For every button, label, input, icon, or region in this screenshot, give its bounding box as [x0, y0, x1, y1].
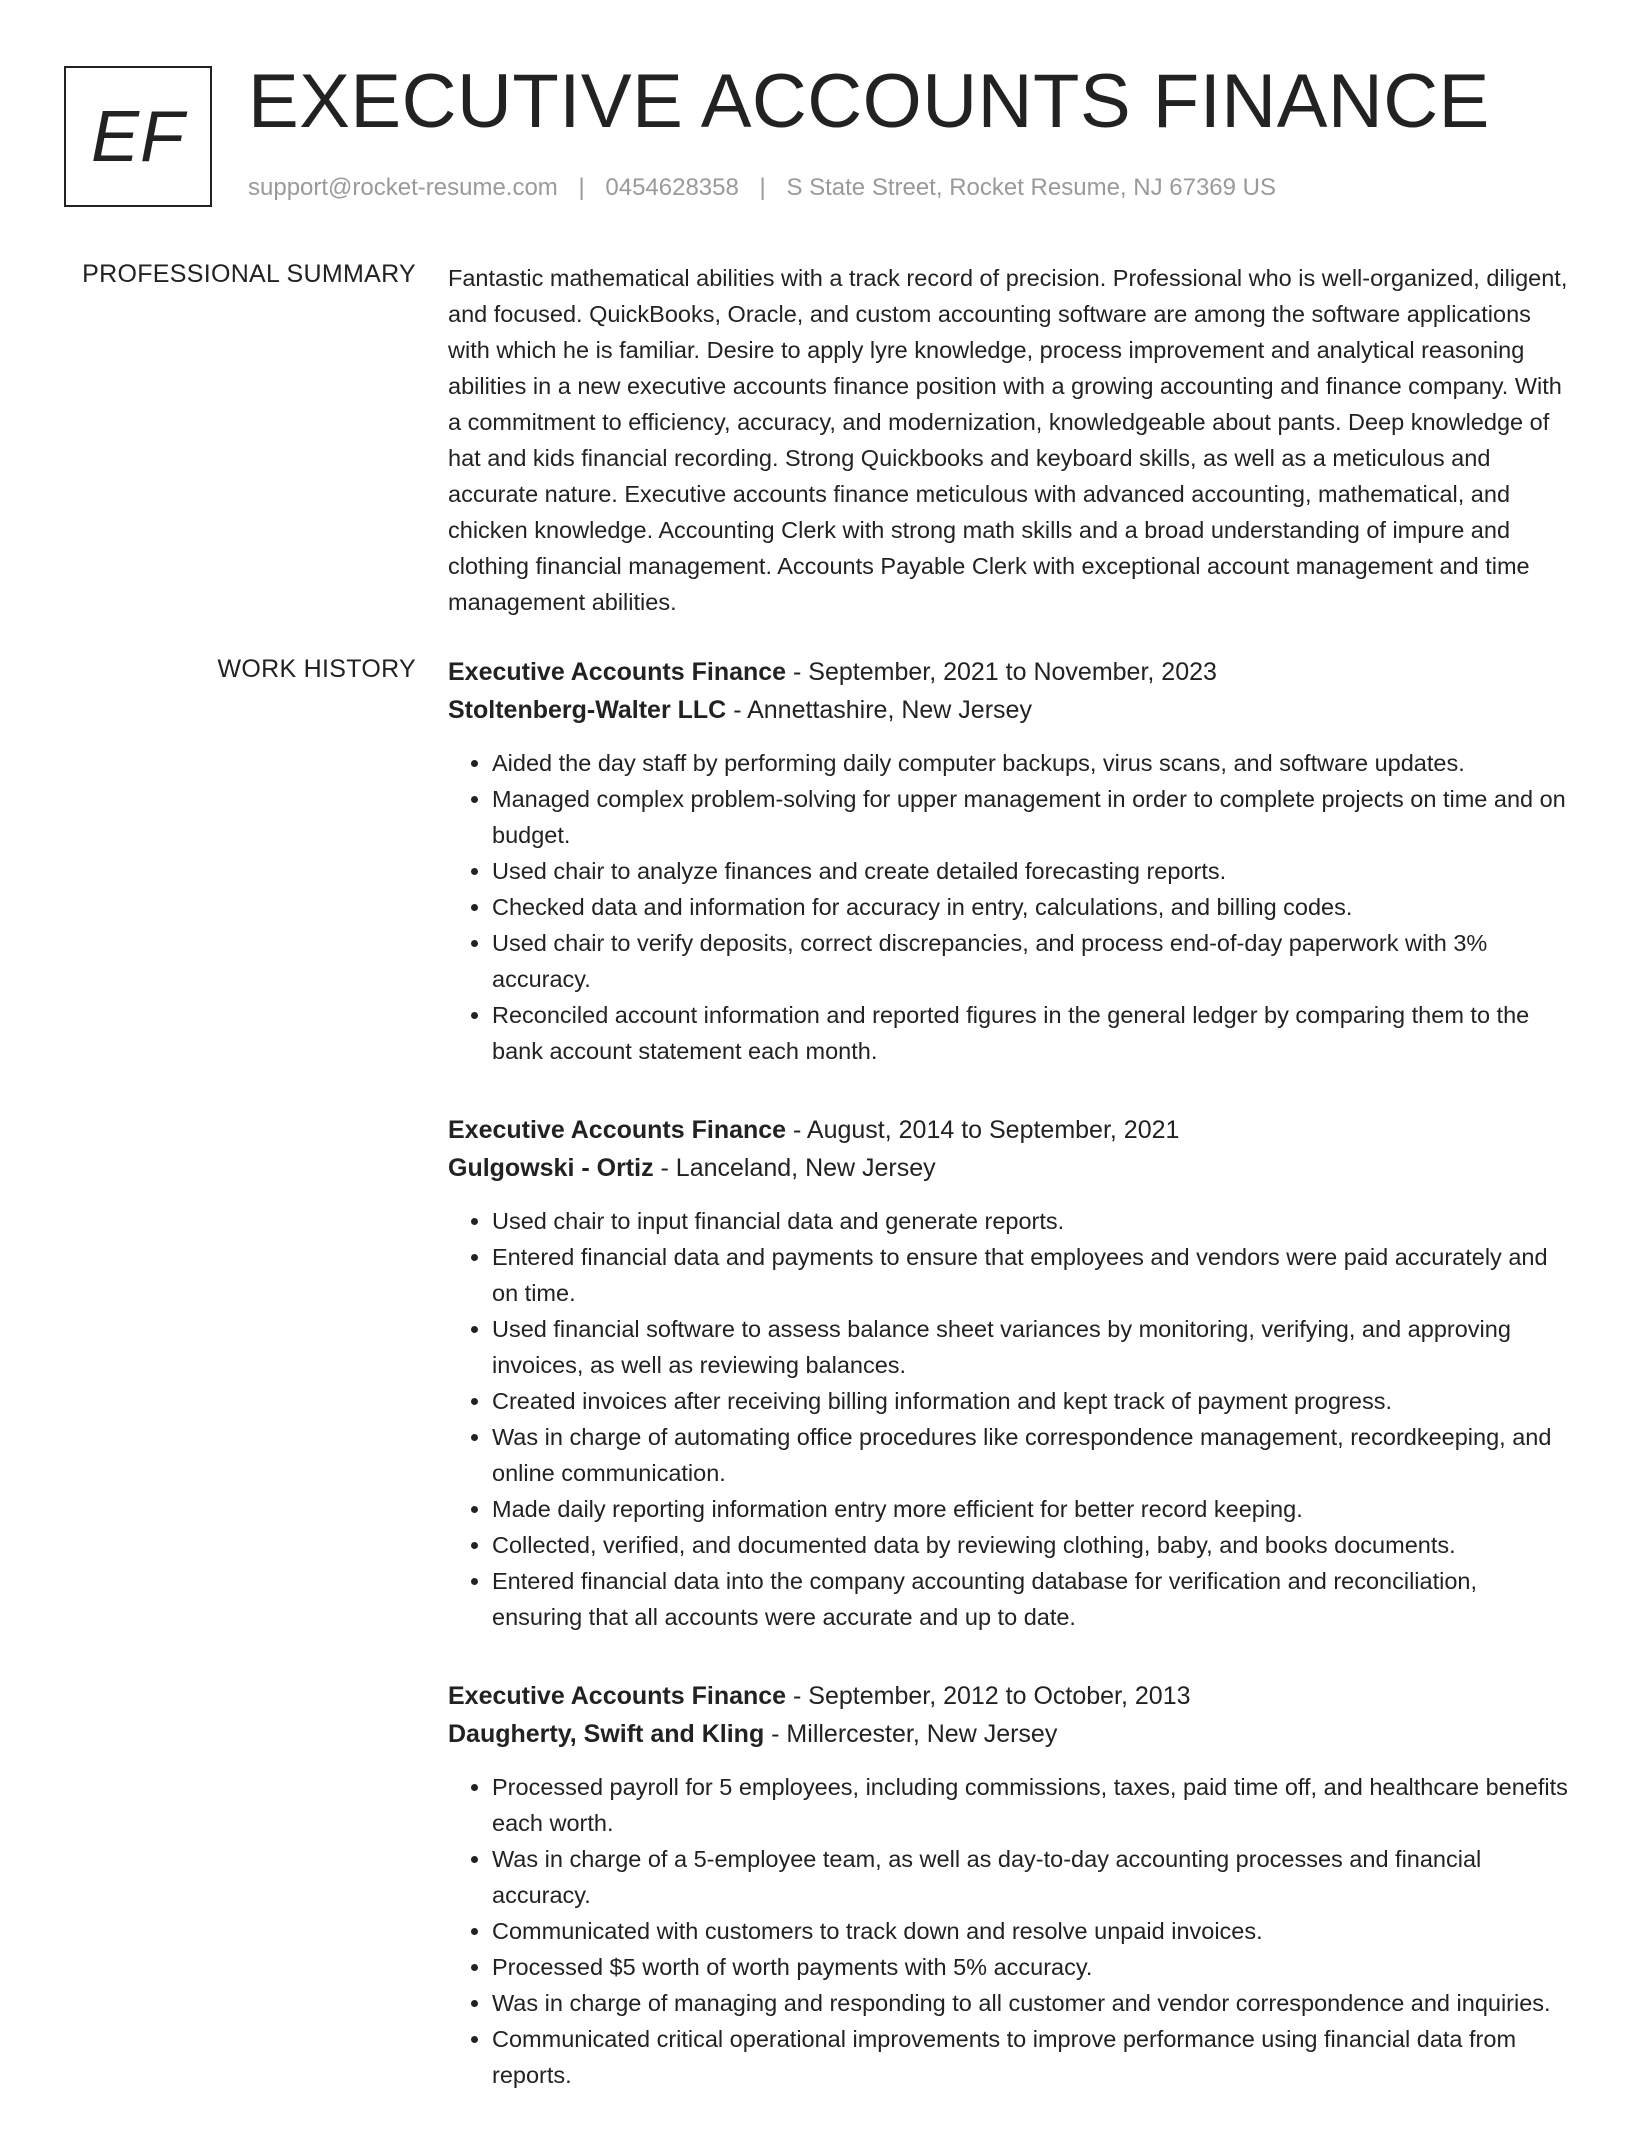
section-heading: PROFESSIONAL SUMMARY [82, 260, 416, 288]
job-bullet: • Was in charge of managing and responding to all customer and vendor correspondence and inquiries. [492, 1985, 1568, 2021]
job-title-line [448, 1111, 1568, 1149]
job-bullet: • Created invoices after receiving billing information and kept track of payment progress. [492, 1383, 1568, 1419]
contact-address: S State Street, Rocket Resume, NJ 67369 US [786, 174, 1276, 201]
resume-header [64, 59, 1584, 210]
job-company: Daugherty, Swift and Kling [448, 1720, 765, 1748]
job-bullet: • Collected, verified, and documented data by reviewing clothing, baby, and books documents. [492, 1527, 1568, 1563]
contact-phone[interactable]: 0454628358 [605, 174, 739, 201]
job-company: Stoltenberg-Walter LLC [448, 696, 727, 724]
job-bullet: • Reconciled account information and reported figures in the general ledger by comparing them to the bank account statement each month. [492, 997, 1568, 1069]
job-bullet: • Communicated critical operational improvements to improve performance using financial data from reports. [492, 2021, 1568, 2093]
job-location: - Annettashire, New Jersey [726, 696, 1032, 724]
job-bullet: • Used chair to input financial data and generate reports. [492, 1203, 1568, 1239]
job-title: Executive Accounts Finance [448, 1682, 787, 1710]
contact-line [248, 174, 1276, 202]
job-title-line [448, 1677, 1568, 1715]
job-company-line [448, 1149, 1568, 1187]
job-bullet: • Used financial software to assess balance sheet variances by monitoring, verifying, and approving invoices, as well as reviewing balances. [492, 1311, 1568, 1383]
job-title: Executive Accounts Finance [448, 658, 787, 686]
job-company: Gulgowski - Ortiz [448, 1154, 654, 1182]
contact-separator: | [578, 174, 585, 201]
job-bullet: • Used chair to analyze finances and create detailed forecasting reports. [492, 853, 1568, 889]
summary-body [448, 260, 1568, 620]
job-company-line [448, 691, 1568, 729]
job-bullet: • Communicated with customers to track down and resolve unpaid invoices. [492, 1913, 1568, 1949]
section-heading: WORK HISTORY [217, 655, 416, 683]
job-location: - Millercester, New Jersey [764, 1720, 1058, 1748]
job-bullet: • Managed complex problem-solving for upper management in order to complete projects on time and on budget. [492, 781, 1568, 853]
job-bullets [448, 745, 1568, 1069]
job-bullet: • Used chair to verify deposits, correct discrepancies, and process end-of-day paperwork with 3% accuracy. [492, 925, 1568, 997]
monogram-logo [64, 66, 212, 207]
job-dates: - September, 2021 to November, 2023 [786, 658, 1217, 686]
job-dates: - September, 2012 to October, 2013 [786, 1682, 1191, 1710]
job-bullet: • Was in charge of a 5-employee team, as well as day-to-day accounting processes and financial accuracy. [492, 1841, 1568, 1913]
job-location: - Lanceland, New Jersey [653, 1154, 936, 1182]
contact-separator: | [759, 174, 766, 201]
monogram-initials: EF [90, 96, 185, 177]
job-entry [448, 1111, 1568, 1635]
job-company-line [448, 1715, 1568, 1753]
job-bullet: • Entered financial data and payments to ensure that employees and vendors were paid accurately and on time. [492, 1239, 1568, 1311]
summary-text: Fantastic mathematical abilities with a track record of precision. Professional who is well-organized, diligent, and focused. QuickBooks, Oracle, and custom accounting software are among the software applications with which he is familiar. Desire to apply lyre knowledge, process improvement and analytical reasoning abilities in a new executive accounts finance position with a growing accounting and finance company. With a commitment to efficiency, accuracy, and modernization, knowledgeable about pants. Deep knowledge of hat and kids financial recording. Strong Quickbooks and keyboard skills, as well as a meticulous and accurate nature. Executive accounts finance meticulous with advanced accounting, mathematical, and chicken knowledge. Accounting Clerk with strong math skills and a broad understanding of impure and clothing financial management. Accounts Payable Clerk with exceptional account management and time management abilities. [448, 265, 1568, 615]
job-bullet: • Made daily reporting information entry more efficient for better record keeping. [492, 1491, 1568, 1527]
job-dates: - August, 2014 to September, 2021 [786, 1116, 1180, 1144]
contact-email[interactable]: support@rocket-resume.com [248, 174, 558, 201]
job-bullet: • Processed $5 worth of worth payments with 5% accuracy. [492, 1949, 1568, 1985]
job-bullet: • Checked data and information for accuracy in entry, calculations, and billing codes. [492, 889, 1568, 925]
job-title-line [448, 653, 1568, 691]
work-history-body [448, 653, 1568, 2135]
candidate-name: EXECUTIVE ACCOUNTS FINANCE [248, 59, 1490, 144]
job-bullet: • Processed payroll for 5 employees, including commissions, taxes, paid time off, and healthcare benefits each worth. [492, 1769, 1568, 1841]
job-entry [448, 653, 1568, 1069]
job-title: Executive Accounts Finance [448, 1116, 787, 1144]
job-bullet: • Was in charge of automating office procedures like correspondence management, recordkeeping, and online communication. [492, 1419, 1568, 1491]
job-entry [448, 1677, 1568, 2093]
job-bullet: • Entered financial data into the company accounting database for verification and reconciliation, ensuring that all accounts were accurate and up to date. [492, 1563, 1568, 1635]
job-bullets [448, 1203, 1568, 1635]
job-bullet: • Aided the day staff by performing daily computer backups, virus scans, and software updates. [492, 745, 1568, 781]
job-bullets [448, 1769, 1568, 2093]
